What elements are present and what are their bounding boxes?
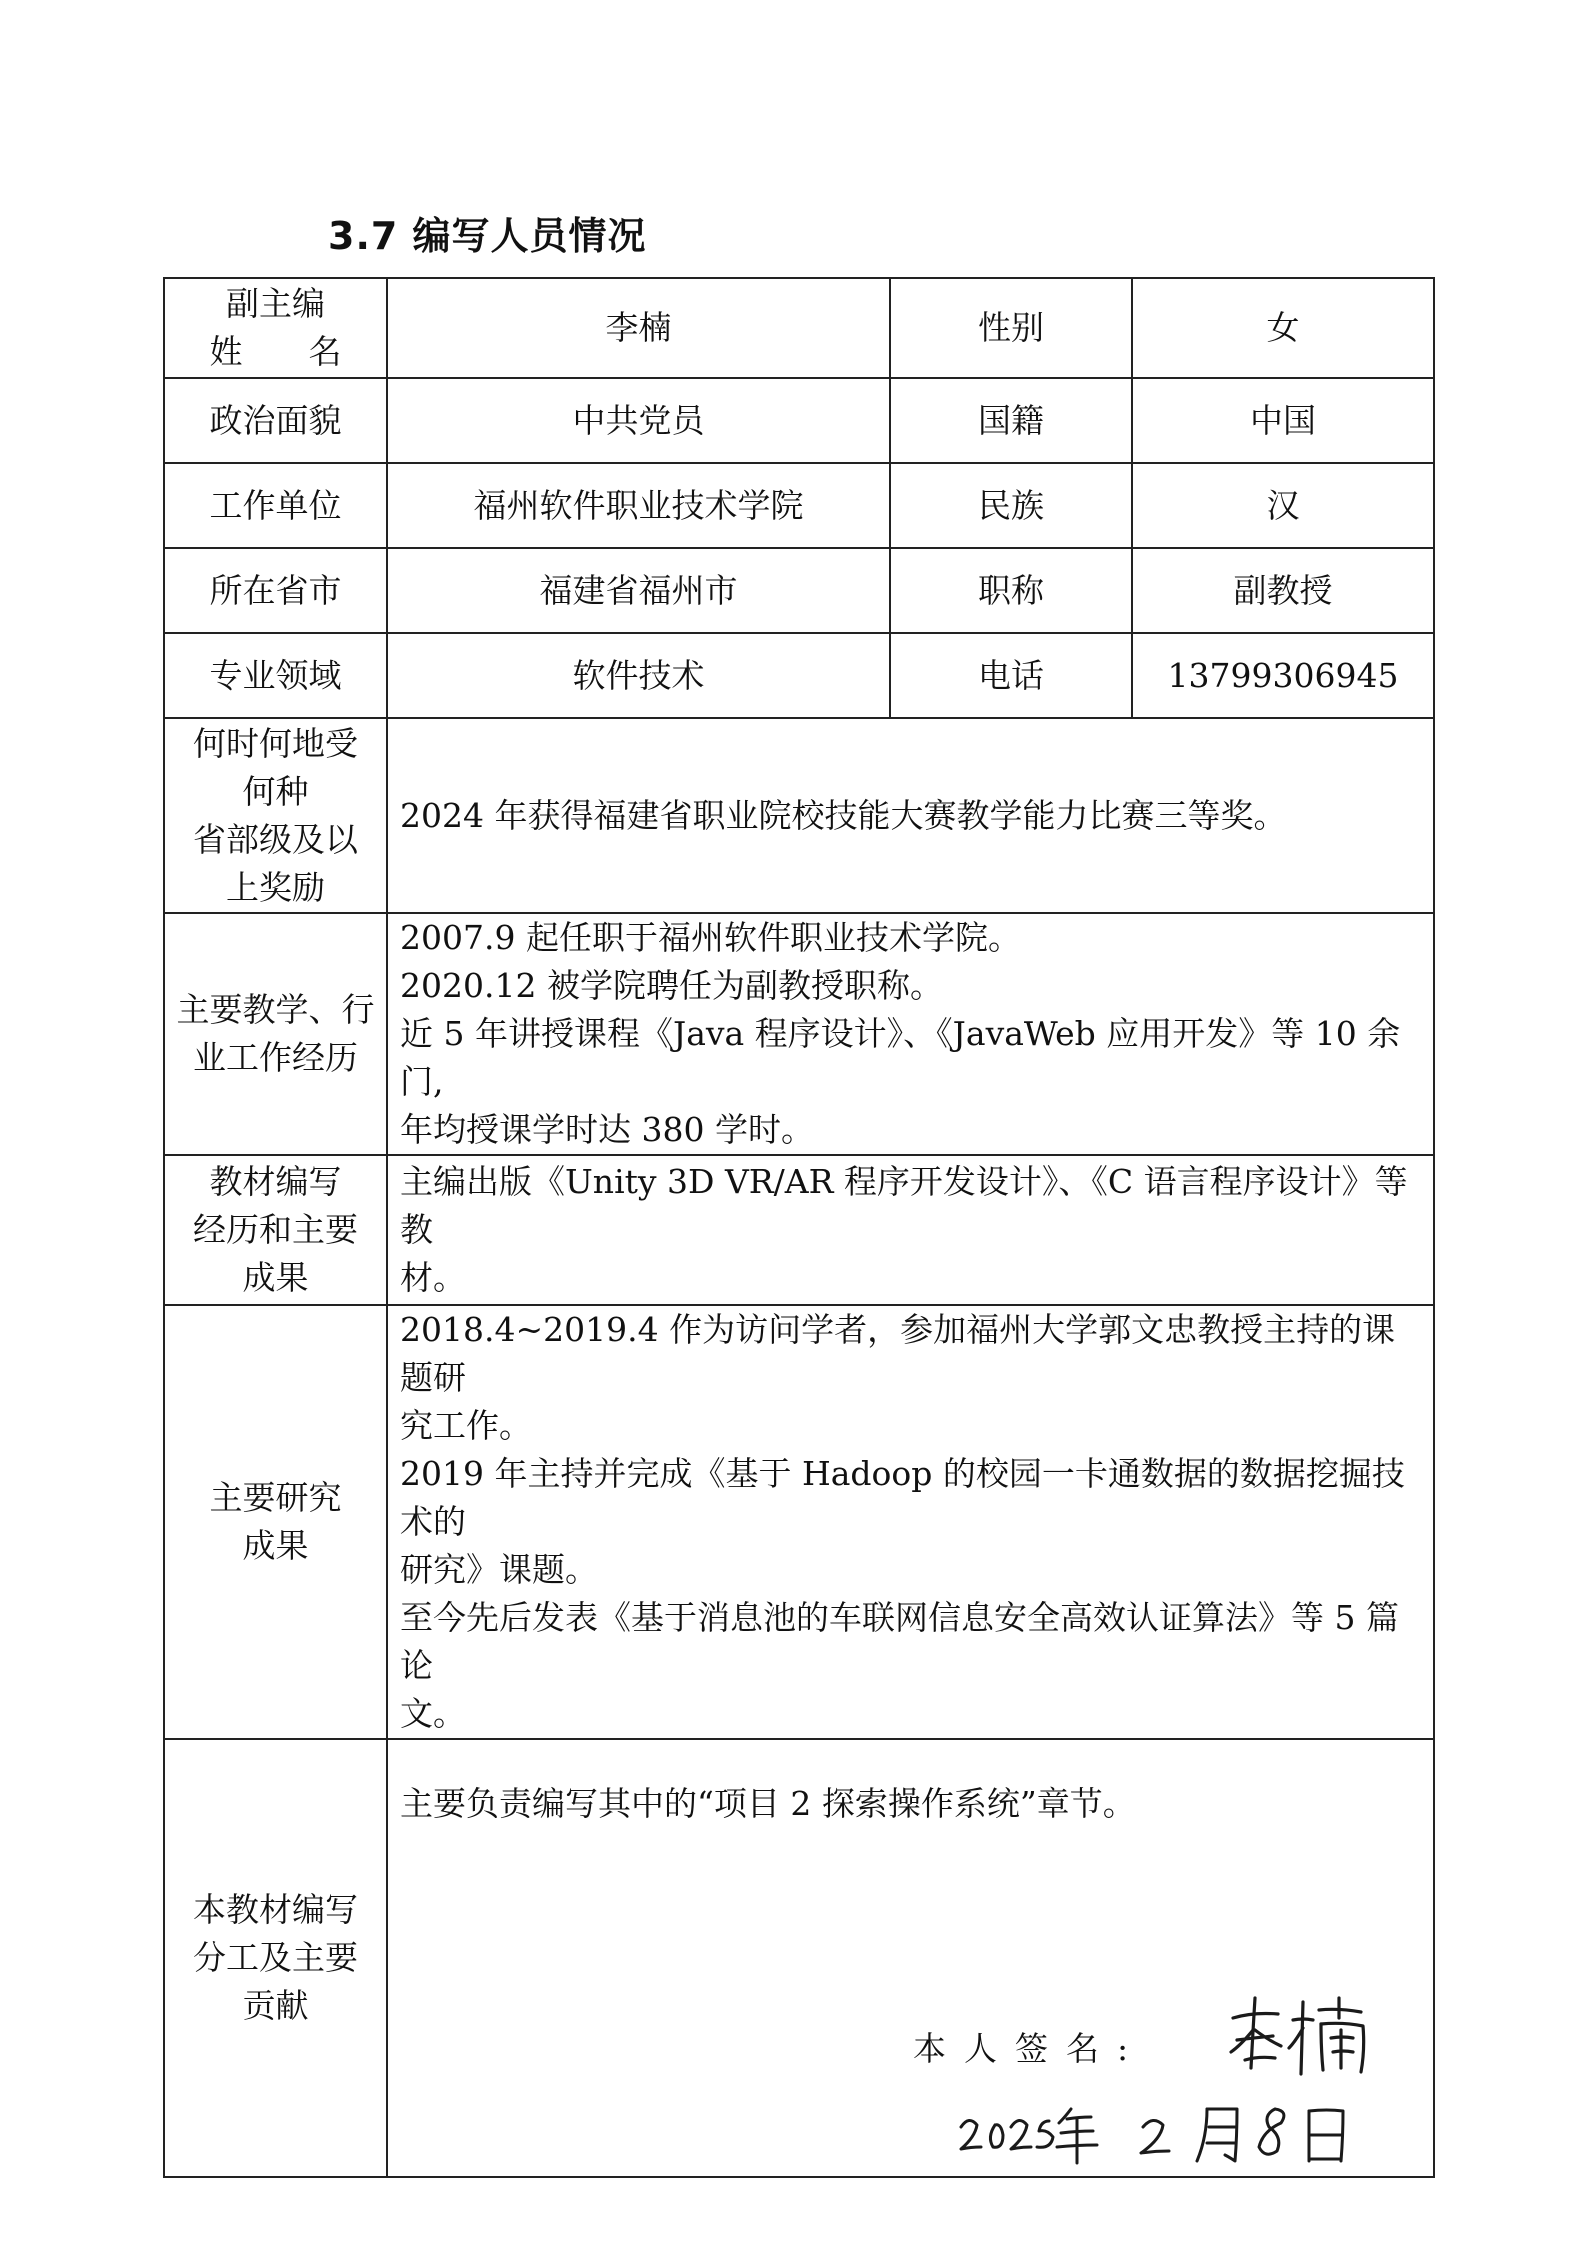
nationality-value: 中国	[1132, 378, 1434, 463]
table-row	[164, 1155, 1434, 1305]
table-row	[164, 548, 1434, 633]
research-line: 文。	[400, 1694, 466, 1733]
gender-value: 女	[1132, 278, 1434, 378]
gender-label: 性别	[890, 278, 1132, 378]
phone-label: 电话	[890, 633, 1132, 718]
contribution-label-line: 分工及主要	[193, 1938, 358, 1977]
research-line: 2019 年主持并完成《基于 Hadoop 的校园一卡通数据的数据挖掘技术的	[400, 1454, 1405, 1541]
table-row	[164, 633, 1434, 718]
name-label-line1: 副主编	[226, 284, 325, 323]
employer-value: 福州软件职业技术学院	[387, 463, 890, 548]
table-row	[164, 718, 1434, 913]
employer-label: 工作单位	[164, 463, 387, 548]
textbooks-label-line: 成果	[242, 1258, 309, 1297]
experience-line: 近 5 年讲授课程《Java 程序设计》、《JavaWeb 应用开发》等 10 余门,	[400, 1014, 1401, 1101]
textbooks-label-line: 教材编写	[209, 1162, 342, 1201]
title-label: 职称	[890, 548, 1132, 633]
province-label: 所在省市	[164, 548, 387, 633]
author-info-table	[163, 277, 1435, 2178]
nationality-label: 国籍	[890, 378, 1132, 463]
ethnicity-label: 民族	[890, 463, 1132, 548]
experience-label-line: 主要教学、行	[176, 990, 375, 1029]
ethnicity-value: 汉	[1132, 463, 1434, 548]
name-label-line2: 姓 名	[209, 332, 342, 371]
name-value: 李楠	[387, 278, 890, 378]
research-label-line: 成果	[242, 1526, 309, 1565]
province-value: 福建省福州市	[387, 548, 890, 633]
name-label	[164, 278, 387, 378]
field-value: 软件技术	[387, 633, 890, 718]
political-label: 政治面貌	[164, 378, 387, 463]
awards-text: 2024 年获得福建省职业院校技能大赛教学能力比赛三等奖。	[387, 718, 1434, 913]
awards-label-line: 省部级及以	[193, 819, 358, 859]
table-row	[164, 1739, 1434, 2177]
textbooks-line: 材。	[400, 1258, 466, 1297]
handwritten-date	[953, 2097, 1373, 2167]
contribution-label	[164, 1739, 387, 2177]
signature-label: 本人签名:	[913, 2029, 1147, 2068]
section-title: 3.7 编写人员情况	[328, 214, 647, 258]
awards-label-line: 何时何地受	[193, 723, 358, 763]
field-label: 专业领域	[164, 633, 387, 718]
experience-line: 2020.12 被学院聘任为副教授职称。	[400, 966, 943, 1005]
research-line: 至今先后发表《基于消息池的车联网信息安全高效认证算法》等 5 篇论	[400, 1598, 1399, 1685]
experience-label-line: 业工作经历	[193, 1038, 358, 1077]
phone-value: 13799306945	[1132, 633, 1434, 718]
table-row	[164, 278, 1434, 378]
experience-label	[164, 913, 387, 1155]
awards-label-line: 何种	[242, 771, 309, 811]
research-label	[164, 1305, 387, 1739]
title-value: 副教授	[1132, 548, 1434, 633]
experience-line: 年均授课学时达 380 学时。	[400, 1110, 814, 1149]
research-label-line: 主要研究	[209, 1478, 342, 1517]
awards-label	[164, 718, 387, 913]
textbooks-text	[387, 1155, 1434, 1305]
textbooks-label	[164, 1155, 387, 1305]
awards-label-line: 上奖励	[226, 867, 325, 907]
research-line: 究工作。	[400, 1406, 532, 1445]
table-row	[164, 1305, 1434, 1739]
contribution-label-line: 本教材编写	[193, 1890, 358, 1929]
contribution-label-line: 贡献	[242, 1986, 309, 2025]
political-value: 中共党员	[387, 378, 890, 463]
contribution-text: 主要负责编写其中的“项目 2 探索操作系统”章节。	[400, 1784, 1136, 1823]
research-line: 2018.4~2019.4 作为访问学者，参加福州大学郭文忠教授主持的课题研	[400, 1310, 1396, 1397]
research-text	[387, 1305, 1434, 1739]
contribution-cell	[387, 1739, 1434, 2177]
textbooks-label-line: 经历和主要	[193, 1210, 358, 1249]
textbooks-line: 主编出版《Unity 3D VR/AR 程序开发设计》、《C 语言程序设计》等教	[400, 1162, 1408, 1249]
table-row	[164, 463, 1434, 548]
research-line: 研究》课题。	[400, 1550, 598, 1589]
handwritten-signature	[1223, 1990, 1373, 2080]
experience-text	[387, 913, 1434, 1155]
table-row	[164, 378, 1434, 463]
table-row	[164, 913, 1434, 1155]
experience-line: 2007.9 起任职于福州软件职业技术学院。	[400, 918, 1021, 957]
